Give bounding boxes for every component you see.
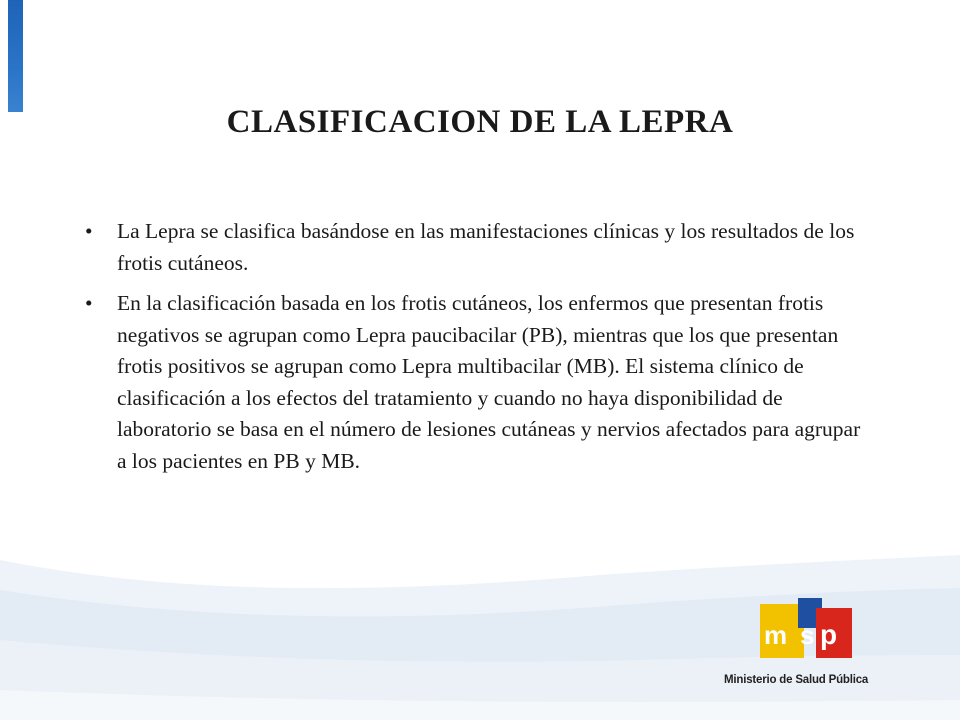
logo-initials-s: s [800,620,815,650]
logo-initials-m: m [764,620,788,650]
bullet-text: En la clasificación basada en los frotis cutáneos, los enfermos que presentan frotis negativos se agrupan como Lepra paucibacilar (PB), mientras que los que presentan frotis positivos se agrupan como Lepra multibacilar (MB). El sistema clínico de clasificación a los efectos del tratamiento y cuando no haya disponibilidad de laboratorio se basa en el número de lesiones cutáneas y nervios afectados para agrupar a los pacientes en PB y MB. [117,291,861,473]
bullet-dot: • [85,219,93,243]
bullet-list [78,216,868,486]
bullet-dot: • [85,291,93,315]
msp-logo [724,598,900,698]
logo-caption: Ministerio de Salud Pública [724,674,869,686]
logo-initials-p: p [820,619,838,650]
slide-title: CLASIFICACION DE LA LEPRA [226,104,734,140]
bullet-item [78,216,868,279]
msp-logo-mark [760,598,854,666]
bullet-text: La Lepra se clasifica basándose en las manifestaciones clínicas y los resultados de los frotis cutáneos. [117,219,855,275]
bullet-item [78,288,868,477]
